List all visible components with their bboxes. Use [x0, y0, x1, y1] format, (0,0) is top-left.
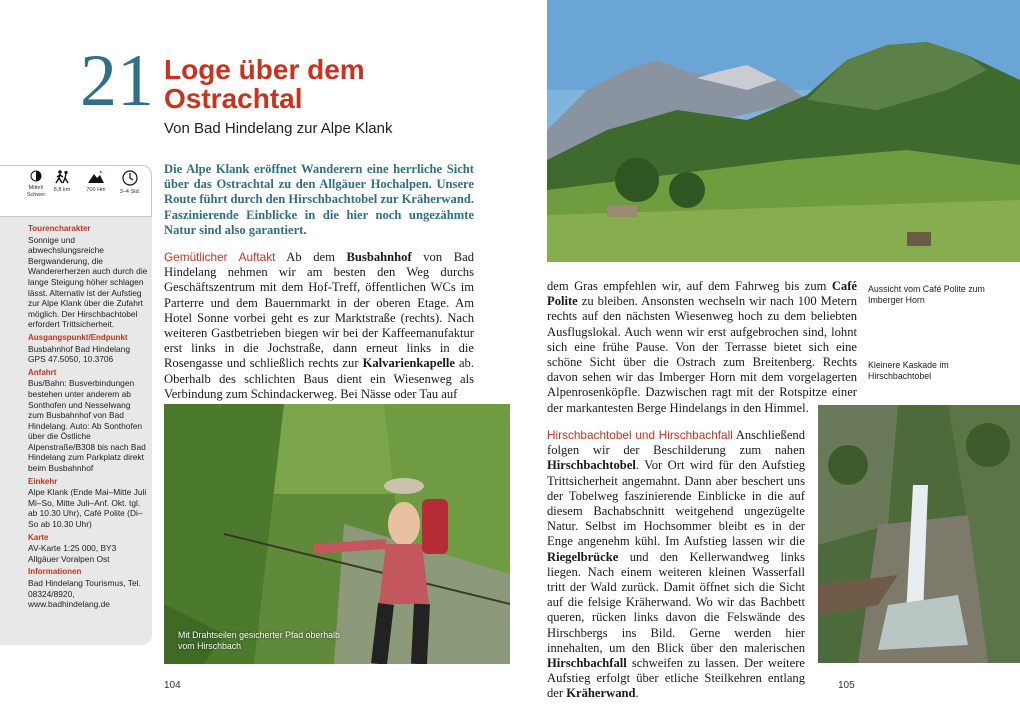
photo-waterfall	[818, 405, 1020, 663]
clock-icon	[122, 170, 138, 186]
difficulty-icon	[30, 170, 42, 182]
fact-stop: Einkehr Alpe Klank (Ende Mai–Mitte Juli Mi–So, Mitte Juli–Anf. Okt. tgl. ab 10.30 Uhr), Café Polite (Di–So ab 10.30 Uhr)	[28, 476, 147, 530]
stats-bar	[0, 165, 152, 217]
fact-info: Informationen Bad Hindelang Tourismus, Tel. 08324/8920, www.badhindelang.de	[28, 567, 141, 610]
tour-number: 21	[80, 40, 154, 122]
page-title	[164, 55, 504, 113]
mountain-icon	[87, 170, 105, 184]
photo-landscape	[547, 0, 1020, 262]
title-line-1: Loge über dem	[164, 54, 365, 85]
body-text-2: dem Gras empfehlen wir, auf dem Fahrweg bis zum Café Polite zu bleiben. Ansonsten wechseln wir nach 100 Metern rechts auf den nächsten Wiesenweg hoch zu dem beliebten Ausflugslokal. Auch wenn wir erst aufgebrochen sind, lohnt sich eine frühe Pause. Von der Terrasse bietet sich eine schöne Sicht über die Ostrach zum Breitenberg. Rechts davon sehen wir das Imberger Horn mit dem vorgelagerten Alpenrosenköpfle. Dazwischen ragt mit der Rotspitze einer der markantesten Berge Hindelangs in den Himmel.	[547, 279, 857, 415]
photo-hiker	[164, 404, 510, 664]
photo-caption-landscape: Aussicht vom Café Polite zum Imberger Horn	[868, 284, 985, 305]
page-number-right: 105	[838, 680, 855, 691]
duration-stat: 3–4 Std.	[114, 170, 146, 196]
title-line-2: Ostrachtal	[164, 83, 303, 114]
body-text-3: Hirschbachtobel und Hirschbachfall Anschließend folgen wir der Beschilderung zum nahen Hirschbachtobel. Vor Ort wird für den Aufstieg Trittsicherheit angemahnt. Dann aber beschert uns der Tobelweg faszinierende Einblicke in die auf diesem Bachabschnitt weitgehend ungezügelte Natur. Selbst im Hochsommer bleibt es in der Enge angenehm kühl. Im Aufstieg lassen wir die Riegelbrücke und den Kellerwandweg links liegen. Nach einem weiteren kleinen Wasserfall tritt der Wald zurück. Damit öffnet sich die Sicht auf die felsige Kräherwand. Wo wir das Bachbett queren, rücken links davon die Felswände des Hirschbergs ins Bild. Gerne werden hier innehalten, um den Blick über den malerischen Hirschbachfall schweifen zu lassen. Der weitere Aufstieg erfolgt über etliche Steilkehren entlang der Kräherwand.	[547, 428, 806, 701]
photo-caption-waterfall: Kleinere Kaskade im Hirschbachtobel	[868, 360, 949, 381]
distance-stat: 8,8 km	[46, 170, 78, 194]
facts-list	[28, 224, 148, 610]
hiker-icon	[53, 170, 71, 184]
page-number-left: 104	[164, 680, 181, 691]
page-subtitle: Von Bad Hindelang zur Alpe Klank	[164, 120, 393, 137]
body-text-1: Gemütlicher Auftakt Ab dem Busbahnhof von Bad Hindelang nehmen wir am besten den Weg durchs Geschäftszentrum mit dem Hof-Treff, öffentlichen WCs im Parterre und dem Bauernmarkt in der oberen Etage. Am Hotel Sonne vorbei geht es zur Marktstraße (rechts). Nach weiteren Gastbetrieben biegen wir bei der Kaffeemanufaktur erst links in die Jochstraße, dann erneut links in die Rosengasse und schließlich rechts zur Kalvarienkapelle ab. Oberhalb des schlichten Baus dient ein Wiesenweg als Verbindung zum Schindackerweg. Bei Nässe oder Tau auf	[164, 250, 474, 401]
fact-map: Karte AV-Karte 1:25 000, BY3 Allgäuer Voralpen Ost	[28, 532, 117, 564]
fact-start: Ausgangspunkt/Endpunkt Busbahnhof Bad Hindelang GPS 47.5050, 10.3706	[28, 332, 130, 365]
fact-arrival: Anfahrt Bus/Bahn: Busverbindungen bestehen unter anderem ab Sonthofen und Nesselwang zum Busbahnhof von Bad Hindelang. Auto: Ab Sonthofen über die Östliche Alpenstraße/B308 bis nach Bad Hindelang zum Parkplatz direkt beim Busbahnhof	[28, 367, 146, 474]
elevation-stat: 700 Hm	[80, 170, 112, 194]
lead-paragraph: Die Alpe Klank eröffnet Wanderern eine herrliche Sicht über das Ostrachtal zu den Allgäuer Hochalpen. Unsere Route führt durch den Hirschbachtobel zur Kräherwand. Faszinierende Einblicke in die hier noch ungezähmte Natur sind also garantiert.	[164, 162, 474, 237]
difficulty-stat: Mittel/ Schwer	[20, 170, 52, 199]
fact-character: Tourencharakter Sonnige und abwechslungsreiche Bergwanderung, die Wandererherzen auch durch die lange Steigung höher schlagen lässt. Alternativ ist der Aufstieg zur Alpe Klank über die Zufahrt möglich. Der Hirschbachtobel erfordert Trittsicherheit.	[28, 224, 148, 330]
photo-caption-hiker: Mit Drahtseilen gesicherter Pfad oberhalb vom Hirschbach	[178, 630, 340, 651]
